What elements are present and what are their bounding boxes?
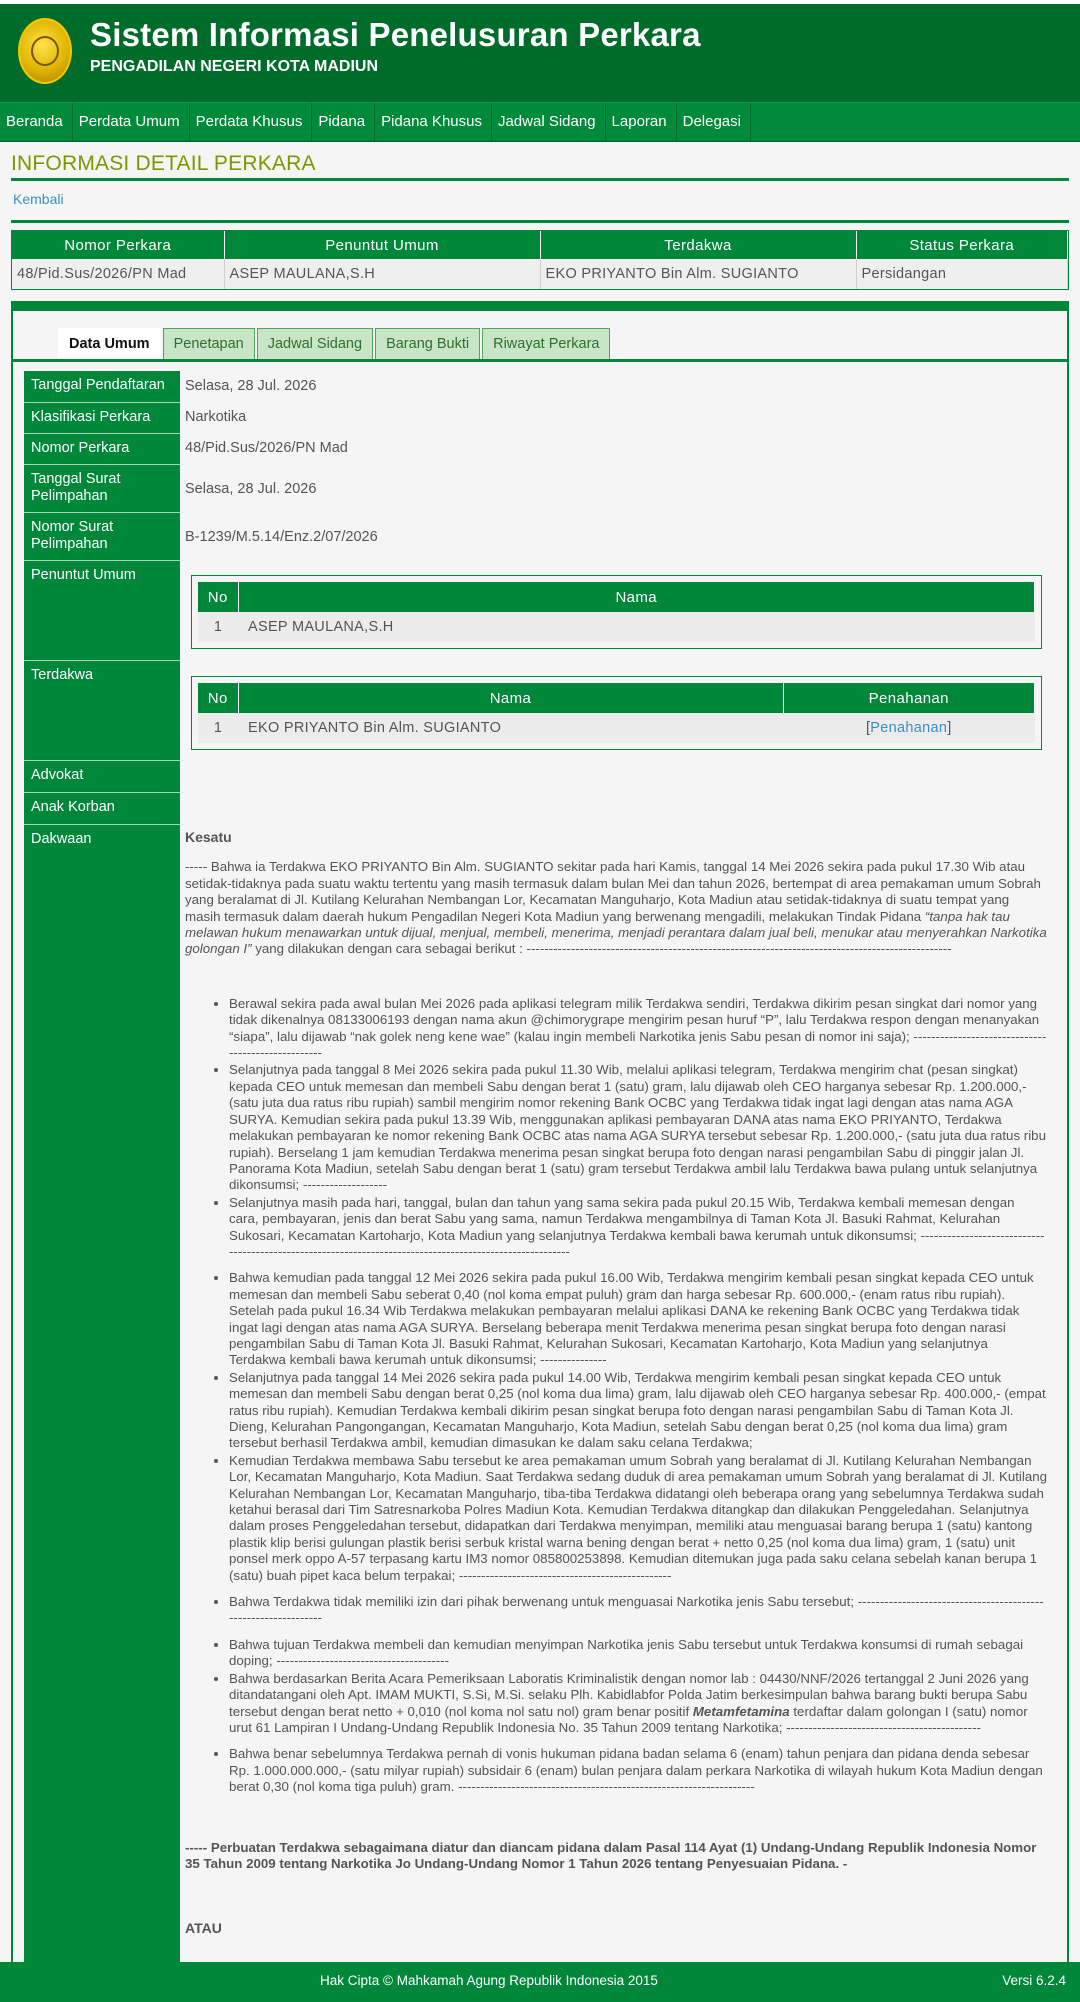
label-anak-korban: Anak Korban (24, 793, 180, 825)
tab-data-umum[interactable]: Data Umum (58, 328, 161, 360)
page-title: INFORMASI DETAIL PERKARA (11, 152, 316, 175)
dakwaan-atau: ATAU (185, 1920, 222, 1937)
table-header: Nama (238, 582, 1035, 612)
table-cell: 1 (198, 713, 238, 743)
tab-riwayat-perkara[interactable]: Riwayat Perkara (482, 328, 610, 360)
table-header: Penahanan (783, 683, 1035, 713)
site-footer (0, 1962, 1080, 2002)
summary-cell: 48/Pid.Sus/2026/PN Mad (12, 259, 224, 289)
copyright-text: Hak Cipta © Mahkamah Agung Republik Indonesia 2015 (320, 1973, 658, 1988)
divider (11, 178, 1069, 181)
value-nomor-surat: B-1239/M.5.14/Enz.2/07/2026 (185, 529, 378, 545)
label-terdakwa: Terdakwa (24, 661, 180, 761)
dakwaan-heading: Kesatu (185, 829, 232, 845)
label-dakwaan: Dakwaan (31, 831, 92, 847)
nav-perdata-umum[interactable]: Perdata Umum (73, 103, 190, 141)
table-header: No (198, 582, 238, 612)
label-tanggal-surat: Tanggal Surat Pelimpahan (24, 465, 180, 513)
terdakwa-table (191, 676, 1042, 750)
list-item: • Kemudian Terdakwa membawa Sabu tersebut ke area pemakaman umum Sobrah yang beralamat di Jl. Kutilang Kelurahan Nembangan Lor, Kecamatan Manguharjo, Kota Madiun. Saat Terdakwa sedang duduk di area pemakaman umum Sobrah yang beralamat di Jl. Kutilang Kelurahan Nembangan Lor, Kecamatan Manguharjo, tiba-tiba Terdakwa didatangi oleh beberapa orang yang sebelumnya Terdakwa sudah ketahui berasal dari Tim Satresnarkoba Polres Madiun Kota. Kemudian Terdakwa ditangkap dan dilakukan Penggeledahan. Selanjutnya dalam proses Penggeledahan tersebut, didapatkan dari Terdakwa menyimpan, memiliki atau menguasai barang berupa 1 (satu) kantong plastik klip berisi gulungan plastik berisi serbuk kristal warna bening dengan berat + netto 0,25 (nol koma dua lima) gram, 1 (satu) unit ponsel merk oppo A-57 terpasang kartu IM3 nomor 085800253898. Kemudian ditemukan juga pada saku celana sebelah kanan berupa 1 (satu) buah pipet kaca belum terpakai; ------------------------------------------------ (229, 1453, 1047, 1584)
case-summary-table (11, 230, 1069, 290)
value-tanggal-surat: Selasa, 28 Jul. 2026 (185, 481, 317, 497)
tab-bar (58, 328, 612, 360)
label-penuntut-umum: Penuntut Umum (24, 561, 180, 661)
site-subtitle: PENGADILAN NEGERI KOTA MADIUN (90, 58, 378, 75)
detail-panel (11, 301, 1069, 1991)
table-header: Nama (238, 683, 783, 713)
nav-delegasi[interactable]: Delegasi (677, 103, 751, 141)
table-row (198, 713, 1035, 743)
nav-laporan[interactable]: Laporan (606, 103, 677, 141)
penuntut-umum-table (191, 575, 1042, 649)
table-header: No (198, 683, 238, 713)
value-nomor-perkara: 48/Pid.Sus/2026/PN Mad (185, 440, 348, 456)
summary-header: Terdakwa (540, 231, 856, 259)
penahanan-link[interactable]: Penahanan (870, 720, 948, 736)
nav-jadwal-sidang[interactable]: Jadwal Sidang (492, 103, 606, 141)
back-link[interactable]: Kembali (13, 191, 64, 207)
label-advokat: Advokat (24, 761, 180, 793)
value-tanggal-pendaftaran: Selasa, 28 Jul. 2026 (185, 378, 317, 394)
summary-cell: Persidangan (856, 259, 1068, 289)
nav-pidana-khusus[interactable]: Pidana Khusus (375, 103, 492, 141)
nav-pidana[interactable]: Pidana (312, 103, 375, 141)
table-cell: 1 (198, 612, 238, 642)
summary-cell: EKO PRIYANTO Bin Alm. SUGIANTO (540, 259, 856, 289)
summary-header: Nomor Perkara (12, 231, 224, 259)
list-item: • Bahwa Terdakwa tidak memiliki izin dari pihak berwenang untuk menguasai Narkotika jenis Sabu tersebut; --------------------------------------------------------------- (229, 1594, 1047, 1627)
nav-perdata-khusus[interactable]: Perdata Khusus (190, 103, 313, 141)
label-tanggal-pendaftaran: Tanggal Pendaftaran (24, 371, 180, 403)
main-nav (0, 102, 1080, 142)
version-text: Versi 6.2.4 (1002, 1973, 1066, 1988)
label-klasifikasi: Klasifikasi Perkara (24, 403, 180, 434)
list-item: • Selanjutnya pada tanggal 14 Mei 2026 sekira pada pukul 14.00 Wib, Terdakwa mengirim kembali pesan singkat kepada CEO untuk memesan dan membeli Sabu dengan berat 0,25 (nol koma dua lima) gram, lalu dijawab oleh CEO harganya sebesar Rp. 400.000,- (empat ratus ribu rupiah). Kemudian Terdakwa kembali dikirim pesan singkat berupa foto dengan narasi pengambilan Sabu di Taman Kota Jl. Dieng, Kelurahan Pangongangan, Kecamatan Manguharjo, Kota Madiun, setelah Sabu dengan berat 0,25 (nol koma dua lima) gram tersebut berhasil Terdakwa ambil, kemudian dimasukan ke dalam saku celana Terdakwa; (229, 1370, 1047, 1452)
table-cell: ASEP MAULANA,S.H (238, 612, 1035, 642)
court-emblem-icon (18, 18, 72, 84)
dakwaan-text (185, 829, 1047, 1937)
value-klasifikasi: Narkotika (185, 409, 247, 425)
site-header (0, 0, 1080, 103)
tab-penetapan[interactable]: Penetapan (163, 328, 255, 360)
list-item: • Bahwa berdasarkan Berita Acara Pemeriksaan Laboratis Kriminalistik dengan nomor lab : 04430/NNF/2026 tertanggal 2 Juni 2026 yang ditandatangani oleh Apt. IMAM MUKTI, S.Si, M.Si. selaku Plh. Kabidlabfor Polda Jatim berkesimpulan bahwa barang bukti berupa Sabu tersebut dengan berat netto + 0,010 (nol koma nol satu nol) gram benar positif Metamfetamina terdaftar dalam golongan I (satu) nomor urut 61 Lampiran I Undang-Undang Republik Indonesia No. 35 Tahun 2009 tentang Narkotika; -------------------------------------------- (229, 1671, 1047, 1737)
dakwaan-pasal: ----- Perbuatan Terdakwa sebagaimana diatur dan diancam pidana dalam Pasal 114 Ayat (1) Undang-Undang Republik Indonesia Nomor 35 Tahun 2009 tentang Narkotika Jo Undang-Undang Nomor 1 Tahun 2026 tentang Penyesuaian Pidana. - (185, 1839, 1037, 1871)
summary-cell: ASEP MAULANA,S.H (224, 259, 540, 289)
table-row (12, 259, 1068, 289)
nav-beranda[interactable]: Beranda (0, 103, 73, 141)
dakwaan-intro: ----- Bahwa ia Terdakwa EKO PRIYANTO Bin Alm. SUGIANTO sekitar pada hari Kamis, tanggal 14 Mei 2026 sekira pada pukul 17.30 Wib atau setidak-tidaknya pada suatu waktu tertentu yang masih termasuk dalam bulan Mei dan tahun 2026, bertempat di area pemakaman umum Sobrah yang beralamat di Jl. Kutilang Kelurahan Nembangan Lor, Kecamatan Manguharjo, Kota Madiun atau setidak-tidaknya di suatu tempat yang masih termasuk dalam daerah hukum Pengadilan Negeri Kota Madiun yang berwenang mengadili, melakukan Tindak Pidana “tanpa hak tau melawan hukum menawarkan untuk dijual, menjual, membeli, menerima, menjadi perantara dalam jual beli, menukar atau menyerahkan Narkotika golongan I” yang dilakukan dengan cara sebagai berikut : ------------------------------------------------------------------------------------------------ (185, 859, 1047, 957)
summary-header: Status Perkara (856, 231, 1068, 259)
summary-header: Penuntut Umum (224, 231, 540, 259)
label-nomor-perkara: Nomor Perkara (24, 434, 180, 465)
label-nomor-surat: Nomor Surat Pelimpahan (24, 513, 180, 561)
table-cell: EKO PRIYANTO Bin Alm. SUGIANTO (238, 713, 783, 743)
table-row (198, 612, 1035, 642)
dakwaan-list (185, 996, 1047, 1796)
list-item: • Selanjutnya masih pada hari, tanggal, bulan dan tahun yang sama sekira pada pukul 20.15 Wib, Terdakwa kembali memesan dengan cara, pembayaran, jenis dan berat Sabu yang sama, namun Terdakwa mengambilnya di Taman Kota Jl. Basuki Rahmat, Kelurahan Sukosari, Kecamatan Kartoharjo, Kota Madiun yang selanjutnya Terdakwa kembali bawa kerumah untuk dikonsumsi; --------------------------------------------------------------------------------------------------------- (229, 1195, 1047, 1261)
tab-barang-bukti[interactable]: Barang Bukti (375, 328, 480, 360)
divider (11, 220, 1069, 223)
tab-jadwal-sidang[interactable]: Jadwal Sidang (257, 328, 373, 360)
tab-underline (13, 359, 1067, 362)
list-item: • Bahwa kemudian pada tanggal 12 Mei 2026 sekira pada pukul 16.00 Wib, Terdakwa mengirim kembali pesan singkat kepada CEO untuk memesan dan membeli Sabu seberat 0,40 (nol koma empat puluh) gram dan harga sebesar Rp. 600.000,- (enam ratus ribu rupiah). Setelah pada pukul 16.34 Wib Terdakwa melakukan pembayaran melalui aplikasi DANA ke rekening Bank OCBC yang Terdakwa tidak ingat lagi dengan atas nama AGA SURYA. Berselang beberapa menit Terdakwa menerima pesan singkat berupa foto dengan narasi pengambilan Sabu di Taman Kota Jl. Basuki Rahmat, Kelurahan Sukosari, Kecamatan Kartoharjo, Kota Madiun yang selanjutnya Terdakwa kembali bawa kerumah untuk dikonsumsi; --------------- (229, 1270, 1047, 1368)
list-item: • Bahwa benar sebelumnya Terdakwa pernah di vonis hukuman pidana badan selama 6 (enam) tahun penjara dan pidana denda sebesar Rp. 1.000.000.000,- (satu milyar rupiah) subsidair 6 (enam) bulan penjara dalam perkara Narkotika di wilayah hukum Kota Madiun dengan berat 0,30 (nol koma tiga puluh) gram. ------------------------------------------------------------------- (229, 1746, 1047, 1795)
list-item: • Bahwa tujuan Terdakwa membeli dan kemudian menyimpan Narkotika jenis Sabu tersebut untuk Terdakwa konsumsi di rumah sebagai doping; --------------------------------------- (229, 1637, 1047, 1670)
penahanan-cell: [Penahanan] (783, 713, 1035, 743)
site-title: Sistem Informasi Penelusuran Perkara (90, 16, 701, 53)
list-item: • Selanjutnya pada tanggal 8 Mei 2026 sekira pada pukul 11.30 Wib, melalui aplikasi telegram, Terdakwa mengirim chat (pesan singkat) kepada CEO untuk memesan dan membeli Sabu dengan berat 1 (satu) gram, lalu dijawab oleh CEO harganya sebesar Rp. 1.200.000,- (satu juta dua ratus ribu rupiah) sambil mengirim nomor rekening Bank OCBC yang Terdakwa tidak ingat lagi dengan atas nama AGA SURYA. Kemudian sekira pada pukul 13.39 Wib, menggunakan aplikasi pembayaran DANA atas nama EKO PRIYANTO, Terdakwa melakukan pembayaran ke nomor rekening Bank OCBC atas nama AGA SURYA tersebut sebesar Rp. 1.200.000,- (satu juta dua ratus ribu rupiah). Berselang 1 jam kemudian Terdakwa menerima pesan singkat berupa foto dengan narasi pengambilan Sabu di pinggir jalan Jl. Panorama Kota Madiun, setelah Sabu dengan berat 1 (satu) gram tersebut Terdakwa ambil lalu Terdakwa bawa pulang untuk selanjutnya dikonsumsi; ------------------- (229, 1062, 1047, 1193)
list-item: • Berawal sekira pada awal bulan Mei 2026 pada aplikasi telegram milik Terdakwa sendiri, Terdakwa dikirim pesan singkat dari nomor yang tidak dikenalnya 08133006193 dengan nama akun @chimorygrape mengirim pesan huruf “P”, lalu Terdakwa respon dengan menanyakan “siapa”, lalu dijawab “nak golek neng kene wae” (kalau ingin membeli Narkotika jenis Sabu pesan di nomor ini saja); --------------------------------------------------- (229, 996, 1047, 1062)
